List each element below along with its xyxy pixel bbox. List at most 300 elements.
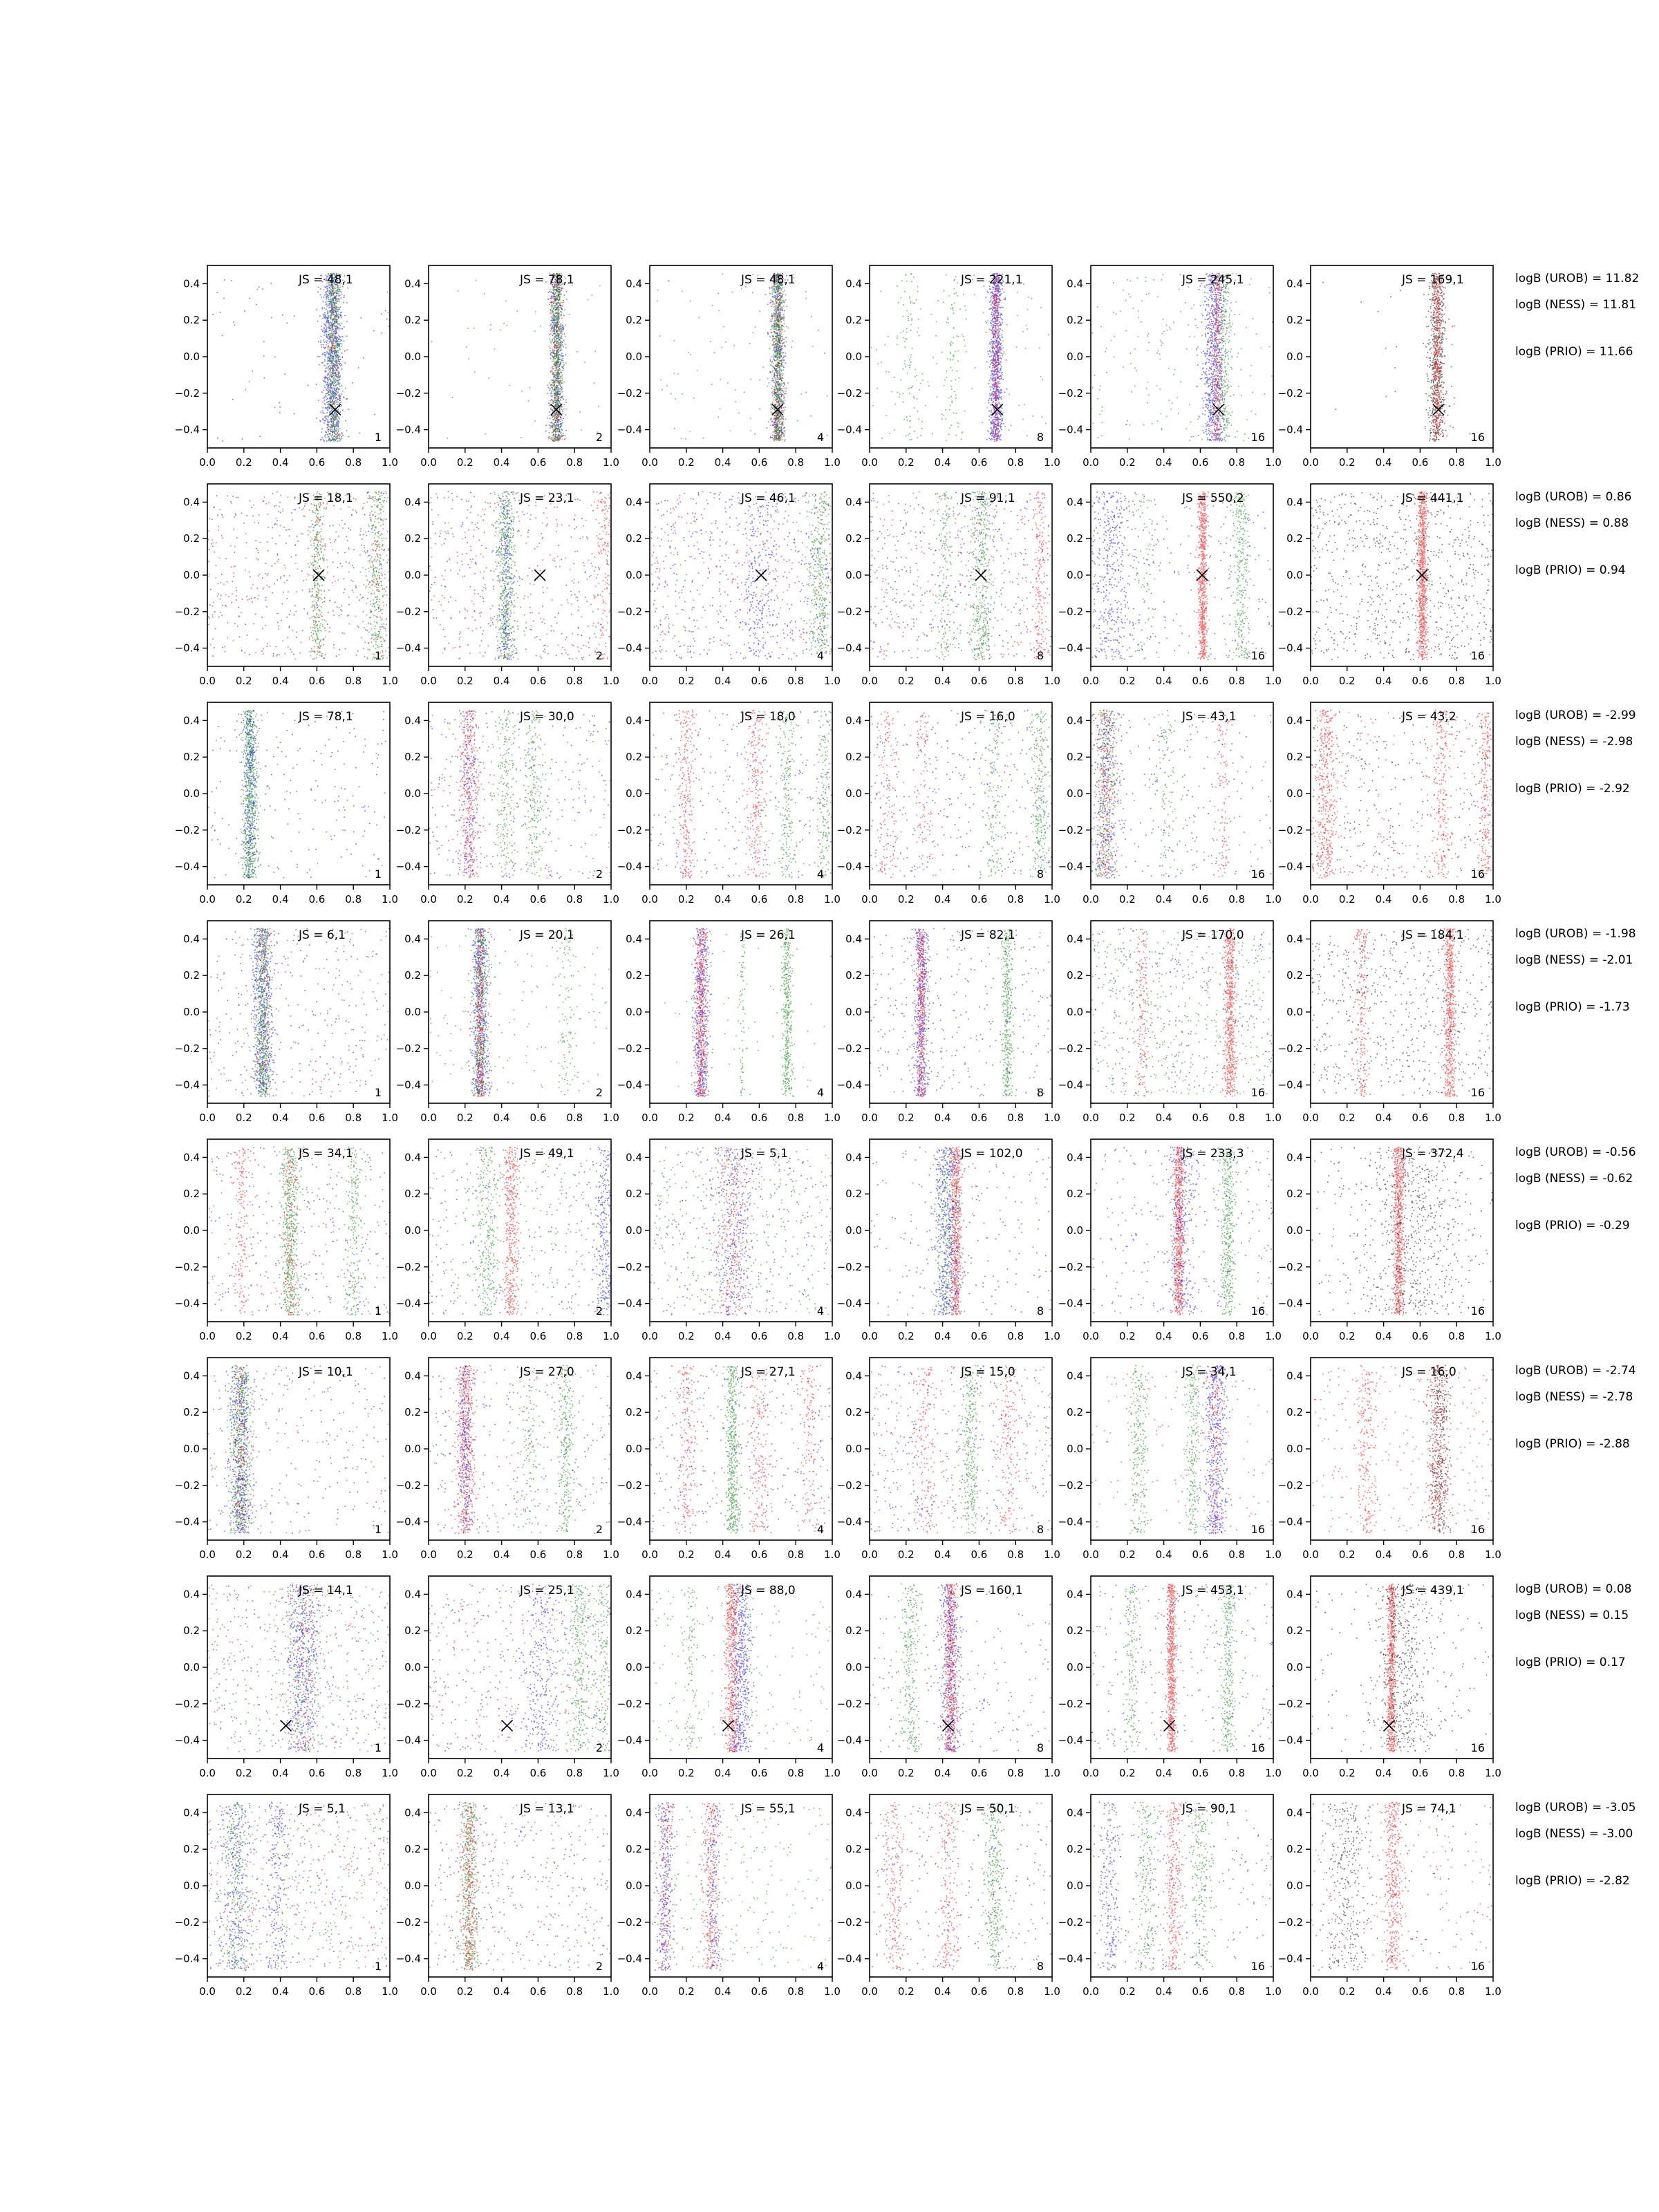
- x-tick-label: 0.8: [1448, 675, 1465, 687]
- scatter-series-c3: [1391, 1147, 1407, 1315]
- y-tick-label: 0.0: [404, 350, 421, 363]
- x-tick-label: 1.0: [1044, 1985, 1060, 1998]
- x-tick-label: 0.2: [677, 1330, 695, 1342]
- scatter-points: [429, 710, 612, 879]
- x-tick-label: 0.0: [1302, 1548, 1319, 1561]
- x-tick-label: 0.2: [235, 1548, 252, 1561]
- x-tick-label: 1.0: [382, 1767, 398, 1779]
- y-tick-label: −0.4: [174, 860, 200, 873]
- x-tick-label: 0.4: [1375, 675, 1392, 687]
- scatter-series-c2: [457, 1802, 485, 1970]
- y-tick-label: 0.2: [626, 969, 642, 982]
- y-tick-label: −0.4: [1277, 1078, 1303, 1091]
- axes-frame: [650, 1794, 832, 1977]
- x-tick-label: 0.2: [235, 456, 252, 469]
- y-tick-label: 0.0: [183, 1443, 200, 1455]
- scatter-panel: [617, 1576, 841, 1779]
- x-tick-label: 0.2: [456, 456, 474, 469]
- y-tick-label: −0.2: [395, 1479, 421, 1492]
- scatter-series-c2: [587, 1584, 612, 1752]
- y-tick-label: 0.2: [1286, 1624, 1303, 1638]
- scatter-series-c3: [1377, 1802, 1409, 1971]
- y-tick-label: −0.2: [1058, 1042, 1083, 1055]
- y-tick-label: −0.2: [1277, 1915, 1303, 1929]
- x-tick-label: 0.4: [493, 675, 510, 687]
- js-annotation: JS = 48,1: [741, 273, 796, 287]
- axes-frame: [1091, 484, 1273, 666]
- x-tick-label: 0.8: [1448, 1767, 1465, 1779]
- scatter-panel: [1278, 1576, 1501, 1779]
- y-tick-label: 0.2: [1286, 1406, 1303, 1419]
- x-tick-label: 0.4: [1155, 675, 1172, 687]
- x-tick-label: 0.0: [1302, 1985, 1319, 1998]
- axes-frame: [1311, 1794, 1493, 1977]
- scatter-series-c1: [1094, 1802, 1126, 1970]
- js-annotation: JS = 245,1: [1182, 273, 1244, 287]
- logb-annotation: logB (PRIO) = -0.29: [1515, 1219, 1630, 1232]
- x-tick-label: 1.0: [824, 675, 841, 687]
- y-tick-label: 0.2: [845, 1624, 862, 1638]
- scatter-series-c3: [747, 1369, 776, 1533]
- x-tick-label: 1.0: [1485, 1985, 1501, 1998]
- scatter-series-c2: [1091, 928, 1275, 1096]
- panel-number: 16: [1250, 1741, 1265, 1754]
- scatter-series-c2: [1183, 1365, 1205, 1534]
- y-tick-label: 0.4: [1286, 496, 1303, 509]
- panel-number: 4: [816, 1086, 824, 1099]
- y-tick-label: −0.2: [395, 605, 421, 618]
- x-tick-label: 0.0: [1302, 893, 1319, 906]
- x-tick-label: 0.2: [235, 893, 252, 906]
- js-annotation: JS = 16,0: [1402, 1365, 1456, 1379]
- x-tick-label: 0.6: [971, 456, 988, 469]
- panel-row-7: [175, 1576, 1632, 1779]
- panel-number: 8: [1036, 868, 1044, 881]
- y-tick-label: 0.2: [845, 532, 862, 545]
- panel-number: 8: [1036, 1086, 1044, 1099]
- x-tick-label: 0.0: [420, 1767, 437, 1779]
- axes-frame: [207, 1358, 390, 1540]
- scatter-series-c2: [651, 1803, 833, 1970]
- y-tick-label: 0.4: [1286, 1806, 1303, 1819]
- x-tick-label: 0.4: [1375, 1985, 1392, 1998]
- js-annotation: JS = 25,1: [520, 1584, 574, 1597]
- y-tick-label: −0.2: [1058, 386, 1083, 400]
- scatter-points: [1311, 491, 1494, 660]
- y-tick-label: −0.4: [1277, 860, 1303, 873]
- y-tick-label: −0.2: [395, 1915, 421, 1929]
- y-tick-label: 0.4: [1286, 277, 1303, 290]
- x-tick-label: 0.6: [751, 456, 768, 469]
- js-annotation: JS = 78,1: [520, 273, 574, 287]
- y-tick-label: −0.2: [174, 386, 200, 400]
- x-tick-label: 0.4: [714, 1330, 731, 1342]
- y-tick-label: 0.0: [626, 569, 642, 581]
- panel-number: 8: [1036, 1523, 1044, 1536]
- js-annotation: JS = 15,0: [961, 1365, 1015, 1379]
- y-tick-label: 0.0: [1067, 350, 1083, 363]
- x-tick-label: 1.0: [382, 1330, 398, 1342]
- scatter-points: [1091, 273, 1273, 442]
- panel-number: 16: [1250, 1960, 1265, 1973]
- panel-number: 16: [1470, 1523, 1485, 1536]
- scatter-points: [651, 1584, 833, 1752]
- y-tick-label: 0.0: [404, 787, 421, 800]
- js-annotation: JS = 43,2: [1402, 710, 1456, 724]
- scatter-points: [650, 710, 833, 879]
- scatter-panel: [837, 484, 1060, 687]
- y-tick-label: 0.0: [404, 1224, 421, 1237]
- scatter-panel: [1058, 1139, 1282, 1342]
- panel-number: 2: [595, 431, 603, 444]
- panel-number: 16: [1470, 868, 1485, 881]
- y-tick-label: −0.4: [395, 423, 421, 436]
- x-tick-label: 0.4: [1375, 1330, 1392, 1342]
- y-tick-label: 0.4: [1286, 1151, 1303, 1164]
- x-tick-label: 1.0: [1485, 456, 1501, 469]
- y-tick-label: 0.0: [1286, 1006, 1303, 1018]
- y-tick-label: 0.2: [1067, 1406, 1083, 1419]
- y-tick-label: 0.2: [1286, 751, 1303, 764]
- y-tick-label: 0.0: [404, 569, 421, 581]
- x-tick-label: 1.0: [382, 1548, 398, 1561]
- y-tick-label: −0.2: [395, 1042, 421, 1055]
- y-tick-label: 0.4: [626, 277, 642, 290]
- js-annotation: JS = 102,0: [961, 1147, 1023, 1161]
- x-tick-label: 0.6: [1412, 1548, 1429, 1561]
- x-tick-label: 0.4: [1375, 456, 1392, 469]
- js-annotation: JS = 50,1: [961, 1802, 1015, 1816]
- y-tick-label: −0.2: [617, 1697, 642, 1710]
- x-tick-label: 0.0: [641, 1767, 658, 1779]
- x-tick-label: 0.6: [529, 675, 547, 687]
- y-tick-label: 0.2: [183, 1624, 200, 1638]
- x-tick-label: 0.4: [934, 1767, 951, 1779]
- x-tick-label: 0.0: [420, 1985, 437, 1998]
- x-tick-label: 0.6: [971, 1112, 988, 1124]
- x-tick-label: 0.4: [272, 1985, 289, 1998]
- x-tick-label: 1.0: [1044, 1548, 1060, 1561]
- x-tick-label: 1.0: [603, 675, 619, 687]
- axes-frame: [1091, 265, 1273, 448]
- scatter-series-c2: [814, 711, 832, 877]
- scatter-panel: [837, 1139, 1060, 1342]
- js-annotation: JS = 27,0: [520, 1365, 574, 1379]
- x-tick-label: 1.0: [824, 1330, 841, 1342]
- axes-frame: [1091, 921, 1273, 1103]
- y-tick-label: 0.2: [404, 314, 421, 327]
- scatter-panel: [1058, 1794, 1282, 1998]
- x-tick-label: 0.8: [566, 1985, 583, 1998]
- panel-number: 2: [595, 1523, 603, 1536]
- scatter-series-c2: [1030, 711, 1052, 877]
- y-tick-label: 0.4: [845, 714, 862, 727]
- scatter-series-c1: [1091, 492, 1274, 660]
- scatter-series-c1: [1091, 710, 1274, 878]
- true-value-marker: [975, 570, 986, 581]
- panel-number: 4: [816, 1523, 824, 1536]
- scatter-panel: [1058, 921, 1282, 1124]
- scatter-series-c3: [870, 491, 1052, 659]
- y-tick-label: 0.0: [626, 1880, 642, 1892]
- x-tick-label: 1.0: [824, 893, 841, 906]
- x-tick-label: 1.0: [1044, 1767, 1060, 1779]
- scatter-series-c3: [429, 1802, 612, 1971]
- x-tick-label: 0.8: [1228, 456, 1246, 469]
- true-value-marker: [756, 570, 767, 581]
- x-tick-label: 0.2: [1118, 456, 1136, 469]
- y-tick-label: −0.2: [617, 1915, 642, 1929]
- x-tick-label: 0.8: [345, 1548, 362, 1561]
- y-tick-label: 0.0: [1067, 1661, 1083, 1674]
- scatter-series-c2: [1224, 491, 1255, 659]
- logb-annotation: logB (NESS) = -2.78: [1515, 1390, 1633, 1404]
- y-tick-label: 0.4: [404, 496, 421, 509]
- x-tick-label: 0.0: [199, 456, 216, 469]
- panel-row-3: [175, 702, 1636, 906]
- x-tick-label: 0.6: [308, 1767, 326, 1779]
- x-tick-label: 1.0: [1265, 675, 1282, 687]
- x-tick-label: 0.8: [1007, 675, 1024, 687]
- y-tick-label: 0.4: [404, 932, 421, 946]
- scatter-series-c1: [208, 491, 391, 659]
- js-annotation: JS = 34,1: [299, 1147, 353, 1161]
- y-tick-label: 0.2: [1067, 751, 1083, 764]
- x-tick-label: 0.6: [1192, 1330, 1209, 1342]
- x-tick-label: 0.2: [1338, 456, 1356, 469]
- scatter-points: [870, 491, 1053, 660]
- x-tick-label: 0.6: [751, 1767, 768, 1779]
- x-tick-label: 1.0: [1044, 1112, 1060, 1124]
- js-annotation: JS = 23,1: [520, 491, 574, 505]
- x-tick-label: 0.8: [566, 456, 583, 469]
- y-tick-label: 0.0: [1286, 1224, 1303, 1237]
- x-tick-label: 0.0: [1082, 893, 1099, 906]
- panel-number: 16: [1470, 431, 1485, 444]
- js-annotation: JS = 91,1: [961, 491, 1015, 505]
- scatter-series-c3: [655, 1803, 675, 1971]
- x-tick-label: 1.0: [603, 1112, 619, 1124]
- x-tick-label: 0.2: [897, 456, 915, 469]
- logb-annotation: logB (PRIO) = 0.94: [1515, 563, 1626, 577]
- x-tick-label: 0.8: [787, 1112, 805, 1124]
- scatter-series-prior: [1360, 1584, 1441, 1752]
- scatter-series-c2: [1125, 1365, 1152, 1534]
- panel-number: 16: [1470, 649, 1485, 662]
- y-tick-label: 0.4: [183, 1369, 200, 1382]
- axes-frame: [429, 702, 611, 885]
- scatter-series-prior: [1311, 492, 1494, 660]
- panel-number: 8: [1036, 1741, 1044, 1754]
- x-tick-label: 0.2: [456, 893, 474, 906]
- scatter-series-c2: [774, 711, 803, 878]
- panel-number: 1: [374, 431, 382, 444]
- axes-frame: [1311, 702, 1493, 885]
- x-tick-label: 0.6: [1192, 1985, 1209, 1998]
- scatter-points: [1091, 1584, 1274, 1752]
- scatter-points: [208, 491, 391, 659]
- y-tick-label: −0.2: [836, 1479, 862, 1492]
- scatter-series-c2: [565, 1584, 594, 1752]
- x-tick-label: 0.0: [641, 675, 658, 687]
- y-tick-label: 0.4: [626, 1588, 642, 1601]
- y-tick-label: 0.4: [845, 1369, 862, 1382]
- scatter-series-c2: [514, 1368, 543, 1528]
- x-tick-label: 0.6: [1412, 675, 1429, 687]
- scatter-series-c1: [650, 1365, 833, 1533]
- x-tick-label: 0.4: [1155, 1767, 1172, 1779]
- x-tick-label: 0.4: [934, 675, 951, 687]
- x-tick-label: 1.0: [382, 893, 398, 906]
- logb-annotation: logB (PRIO) = 0.17: [1515, 1656, 1626, 1669]
- js-annotation: JS = 14,1: [299, 1584, 353, 1597]
- x-tick-label: 0.8: [1228, 675, 1246, 687]
- panel-number: 4: [816, 1304, 824, 1318]
- y-tick-label: −0.2: [1277, 823, 1303, 836]
- logb-annotation: logB (UROB) = 11.82: [1515, 272, 1640, 285]
- panel-number: 8: [1036, 1960, 1044, 1973]
- panel-number: 2: [595, 649, 603, 662]
- axes-frame: [1091, 702, 1273, 885]
- x-tick-label: 0.6: [308, 1985, 326, 1998]
- js-annotation: JS = 30,0: [520, 710, 574, 724]
- scatter-points: [657, 273, 827, 442]
- x-tick-label: 0.6: [529, 893, 547, 906]
- scatter-points: [429, 491, 612, 660]
- panel-number: 2: [595, 1304, 603, 1318]
- y-tick-label: −0.2: [617, 823, 642, 836]
- y-tick-label: −0.2: [395, 1697, 421, 1710]
- x-tick-label: 0.8: [787, 1330, 805, 1342]
- scatter-series-c2: [490, 710, 519, 877]
- y-tick-label: 0.4: [183, 1151, 200, 1164]
- panel-number: 1: [374, 1741, 382, 1754]
- js-annotation: JS = 6,1: [299, 928, 346, 942]
- y-tick-label: 0.2: [183, 532, 200, 545]
- y-tick-label: 0.2: [845, 969, 862, 982]
- axes-frame: [870, 484, 1052, 666]
- x-tick-label: 1.0: [603, 1767, 619, 1779]
- scatter-series-c3: [1091, 1369, 1273, 1533]
- logb-annotation: logB (PRIO) = -2.92: [1515, 782, 1630, 796]
- js-annotation: JS = 18,0: [741, 710, 796, 724]
- scatter-series-c1: [870, 1584, 1051, 1752]
- js-annotation: JS = 82,1: [961, 928, 1015, 942]
- y-tick-label: 0.0: [1067, 1006, 1083, 1018]
- axes-frame: [870, 921, 1052, 1103]
- x-tick-label: 0.2: [456, 1112, 474, 1124]
- scatter-series-c3: [878, 1802, 907, 1969]
- scatter-points: [650, 1365, 833, 1534]
- y-tick-label: −0.4: [1277, 641, 1303, 655]
- x-tick-label: 1.0: [382, 675, 398, 687]
- panel-number: 16: [1470, 1960, 1485, 1973]
- scatter-panel: [175, 1794, 398, 1998]
- scatter-series-c3: [1311, 710, 1494, 879]
- y-tick-label: 0.2: [626, 751, 642, 764]
- x-tick-label: 0.6: [529, 1112, 547, 1124]
- scatter-series-c3: [429, 711, 612, 879]
- logb-annotation: logB (PRIO) = -1.73: [1515, 1000, 1630, 1014]
- x-tick-label: 1.0: [1265, 456, 1282, 469]
- x-tick-label: 0.8: [1228, 1767, 1246, 1779]
- y-tick-label: 0.0: [404, 1661, 421, 1674]
- x-tick-label: 0.8: [1228, 1548, 1246, 1561]
- logb-annotation: logB (UROB) = 0.86: [1515, 490, 1632, 504]
- y-tick-label: 0.4: [1286, 932, 1303, 946]
- scatter-series-c3: [908, 715, 941, 876]
- x-tick-label: 0.2: [1118, 1767, 1136, 1779]
- y-tick-label: −0.2: [1277, 1479, 1303, 1492]
- y-tick-label: 0.4: [845, 1151, 862, 1164]
- x-tick-label: 0.8: [1448, 893, 1465, 906]
- x-tick-label: 1.0: [1485, 675, 1501, 687]
- y-tick-label: −0.4: [836, 1078, 862, 1091]
- scatter-series-c3: [1203, 1367, 1225, 1533]
- x-tick-label: 0.8: [345, 1112, 362, 1124]
- scatter-series-c2: [651, 1584, 833, 1751]
- x-tick-label: 0.2: [235, 675, 252, 687]
- y-tick-label: 0.0: [1067, 1224, 1083, 1237]
- panel-number: 16: [1250, 1086, 1265, 1099]
- x-tick-label: 1.0: [1485, 1767, 1501, 1779]
- scatter-series-c2: [652, 1147, 833, 1315]
- x-tick-label: 0.2: [1118, 1548, 1136, 1561]
- y-tick-label: −0.4: [836, 1952, 862, 1965]
- x-tick-label: 0.2: [456, 1985, 474, 1998]
- y-tick-label: 0.4: [845, 932, 862, 946]
- x-tick-label: 0.6: [1192, 456, 1209, 469]
- y-tick-label: −0.4: [617, 1515, 642, 1528]
- panel-number: 2: [595, 1960, 603, 1973]
- y-tick-label: 0.0: [845, 1443, 862, 1455]
- x-tick-label: 0.4: [272, 1548, 289, 1561]
- logb-annotation: logB (UROB) = -0.56: [1515, 1145, 1636, 1159]
- scatter-series-c2: [937, 274, 965, 441]
- x-tick-label: 1.0: [824, 1112, 841, 1124]
- x-tick-label: 0.2: [456, 1767, 474, 1779]
- y-tick-label: −0.2: [836, 823, 862, 836]
- scatter-panel: [1278, 265, 1501, 469]
- y-tick-label: 0.4: [626, 1369, 642, 1382]
- y-tick-label: −0.4: [1058, 423, 1083, 436]
- x-tick-label: 0.4: [1155, 456, 1172, 469]
- logb-annotation: logB (NESS) = -3.00: [1515, 1827, 1633, 1841]
- y-tick-label: 0.4: [1067, 1806, 1083, 1819]
- x-tick-label: 0.8: [566, 675, 583, 687]
- scatter-series-c2: [657, 274, 827, 440]
- scatter-panel: [175, 921, 398, 1124]
- scatter-panel: [617, 265, 841, 469]
- x-tick-label: 0.2: [677, 1112, 695, 1124]
- x-tick-label: 0.0: [420, 1330, 437, 1342]
- y-tick-label: 0.4: [1067, 932, 1083, 946]
- scatter-series-c2: [982, 711, 1010, 877]
- axes-frame: [870, 265, 1052, 448]
- logb-annotation: logB (NESS) = -2.98: [1515, 735, 1633, 749]
- x-tick-label: 0.4: [714, 675, 731, 687]
- y-tick-label: 0.4: [1286, 1588, 1303, 1601]
- scatter-series-c1: [429, 1585, 612, 1752]
- y-tick-label: −0.2: [617, 1260, 642, 1273]
- js-annotation: JS = 74,1: [1402, 1802, 1456, 1816]
- scatter-series-prior: [1313, 1802, 1491, 1969]
- y-tick-label: −0.2: [836, 1260, 862, 1273]
- scatter-series-c2: [894, 1584, 925, 1752]
- logb-annotation: logB (UROB) = -2.99: [1515, 709, 1636, 722]
- js-annotation: JS = 453,1: [1182, 1584, 1244, 1597]
- x-tick-label: 0.6: [529, 1330, 547, 1342]
